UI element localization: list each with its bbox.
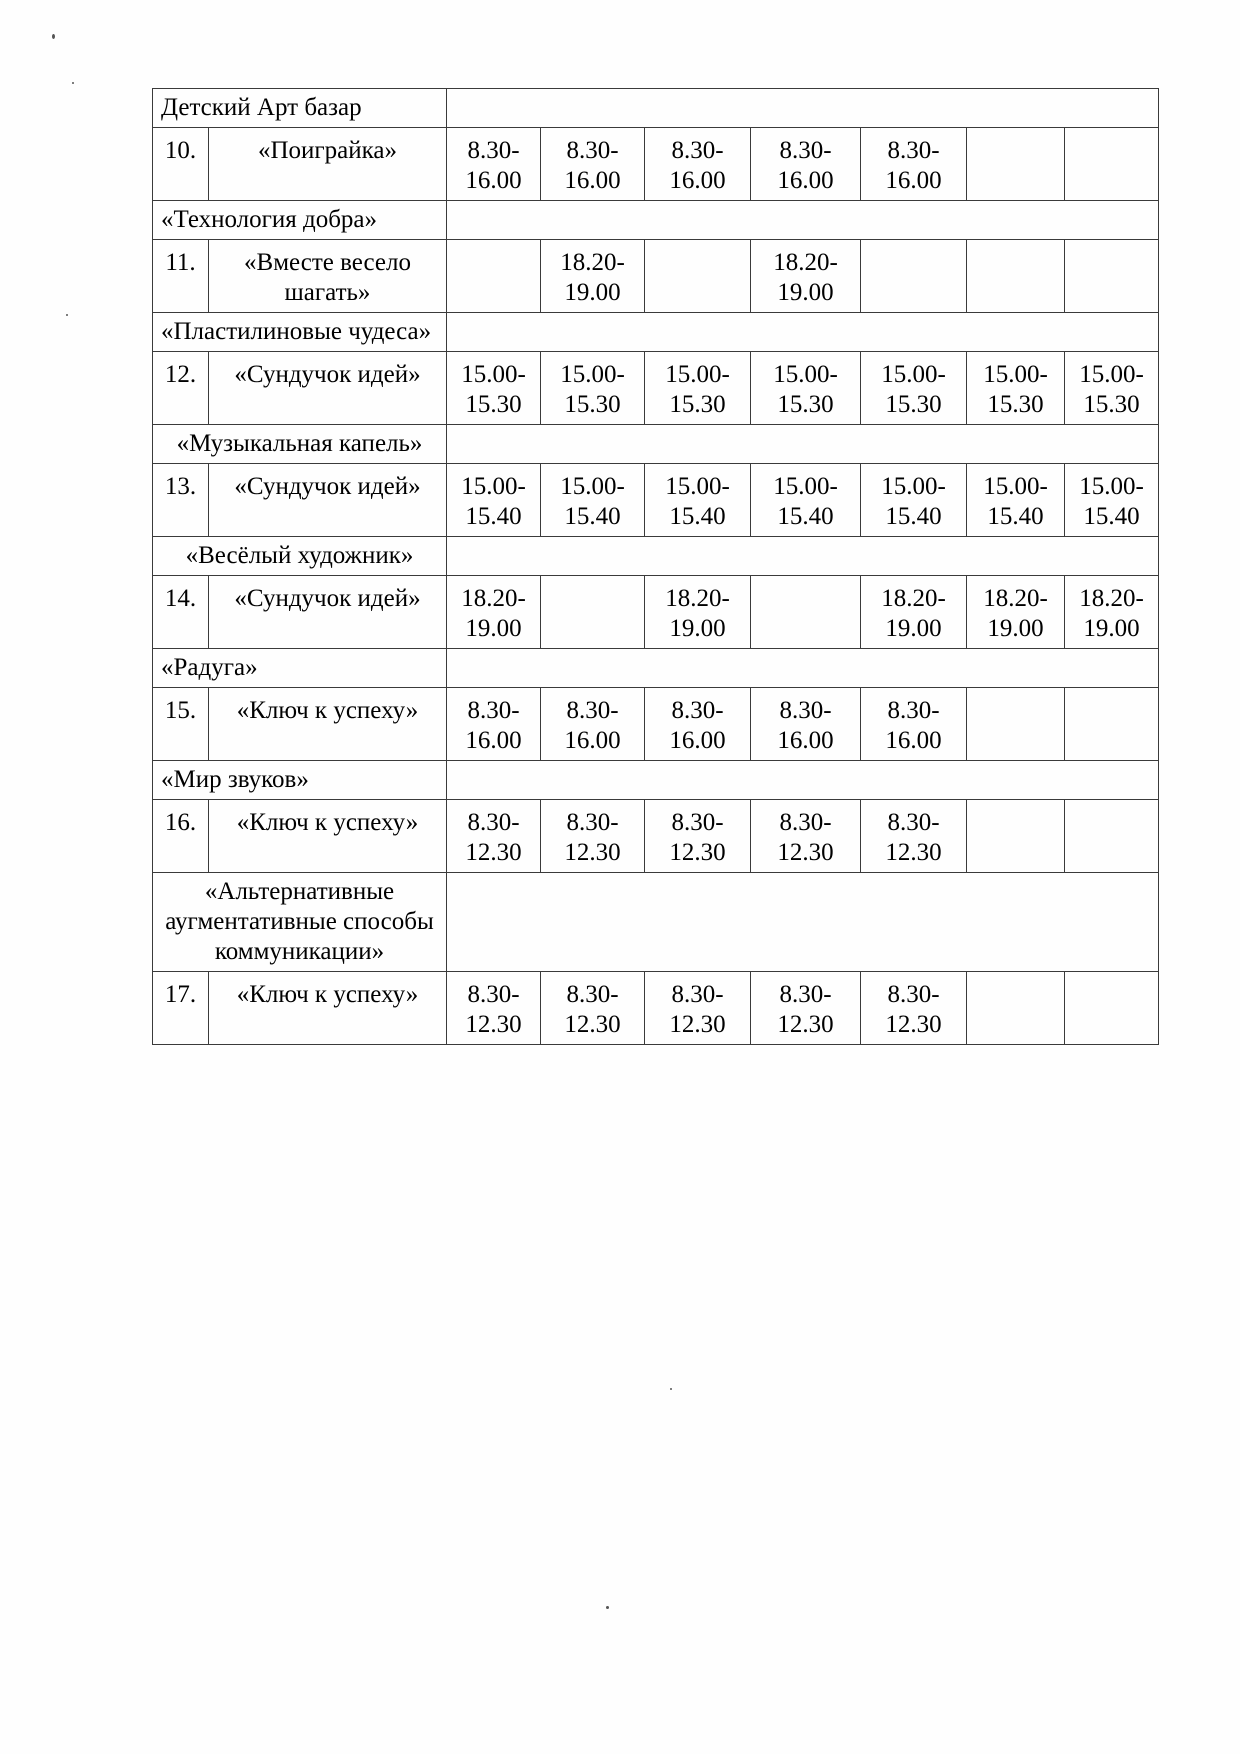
time-cell: 15.00- 15.30 bbox=[751, 352, 861, 425]
section-header-row bbox=[153, 89, 1159, 128]
time-cell: 8.30- 16.00 bbox=[541, 128, 645, 201]
row-number: 11. bbox=[153, 240, 209, 313]
program-name: «Ключ к успеху» bbox=[209, 972, 447, 1045]
table-row bbox=[153, 576, 1159, 649]
time-cell bbox=[1065, 128, 1159, 201]
time-cell bbox=[447, 240, 541, 313]
section-empty-cell bbox=[447, 537, 1159, 576]
time-cell: 15.00- 15.30 bbox=[541, 352, 645, 425]
scan-speck bbox=[72, 82, 74, 84]
time-cell bbox=[1065, 688, 1159, 761]
program-name: «Сундучок идей» bbox=[209, 576, 447, 649]
program-name: «Поиграйка» bbox=[209, 128, 447, 201]
time-cell bbox=[967, 240, 1065, 313]
time-cell: 8.30- 16.00 bbox=[645, 128, 751, 201]
time-cell bbox=[541, 576, 645, 649]
time-cell: 15.00- 15.40 bbox=[967, 464, 1065, 537]
time-cell: 8.30- 16.00 bbox=[861, 128, 967, 201]
time-cell: 8.30- 16.00 bbox=[645, 688, 751, 761]
section-empty-cell bbox=[447, 313, 1159, 352]
time-cell bbox=[967, 128, 1065, 201]
scan-speck bbox=[670, 1388, 672, 1390]
section-header-row bbox=[153, 313, 1159, 352]
time-cell bbox=[1065, 800, 1159, 873]
row-number: 16. bbox=[153, 800, 209, 873]
time-cell: 18.20- 19.00 bbox=[541, 240, 645, 313]
time-cell: 8.30- 12.30 bbox=[447, 972, 541, 1045]
section-empty-cell bbox=[447, 89, 1159, 128]
section-empty-cell bbox=[447, 873, 1159, 972]
section-empty-cell bbox=[447, 425, 1159, 464]
time-cell bbox=[751, 576, 861, 649]
time-cell: 18.20- 19.00 bbox=[861, 576, 967, 649]
scan-speck bbox=[66, 314, 68, 316]
time-cell bbox=[1065, 972, 1159, 1045]
row-number: 15. bbox=[153, 688, 209, 761]
section-header-row bbox=[153, 649, 1159, 688]
section-header-row bbox=[153, 537, 1159, 576]
time-cell: 18.20- 19.00 bbox=[645, 576, 751, 649]
time-cell: 15.00- 15.30 bbox=[1065, 352, 1159, 425]
time-cell: 15.00- 15.40 bbox=[1065, 464, 1159, 537]
time-cell: 8.30- 16.00 bbox=[541, 688, 645, 761]
time-cell: 15.00- 15.40 bbox=[645, 464, 751, 537]
row-number: 14. bbox=[153, 576, 209, 649]
time-cell: 8.30- 12.30 bbox=[751, 800, 861, 873]
scan-speck bbox=[606, 1606, 609, 1609]
time-cell: 8.30- 16.00 bbox=[751, 688, 861, 761]
table-row bbox=[153, 972, 1159, 1045]
time-cell: 8.30- 12.30 bbox=[645, 800, 751, 873]
time-cell: 15.00- 15.40 bbox=[447, 464, 541, 537]
table-row bbox=[153, 688, 1159, 761]
time-cell: 8.30- 16.00 bbox=[447, 688, 541, 761]
time-cell: 8.30- 12.30 bbox=[751, 972, 861, 1045]
program-name: «Ключ к успеху» bbox=[209, 688, 447, 761]
time-cell bbox=[967, 800, 1065, 873]
time-cell bbox=[1065, 240, 1159, 313]
time-cell: 8.30- 16.00 bbox=[751, 128, 861, 201]
time-cell: 15.00- 15.30 bbox=[967, 352, 1065, 425]
time-cell: 15.00- 15.40 bbox=[541, 464, 645, 537]
section-title: Детский Арт базар bbox=[153, 89, 447, 128]
program-name: «Ключ к успеху» bbox=[209, 800, 447, 873]
time-cell bbox=[861, 240, 967, 313]
section-title: «Весёлый художник» bbox=[153, 537, 447, 576]
table-row bbox=[153, 240, 1159, 313]
section-empty-cell bbox=[447, 201, 1159, 240]
row-number: 12. bbox=[153, 352, 209, 425]
time-cell: 18.20- 19.00 bbox=[1065, 576, 1159, 649]
section-title: «Пластилиновые чудеса» bbox=[153, 313, 447, 352]
schedule-table bbox=[152, 88, 1159, 1045]
time-cell: 18.20- 19.00 bbox=[447, 576, 541, 649]
scan-speck bbox=[52, 34, 55, 39]
time-cell: 15.00- 15.30 bbox=[861, 352, 967, 425]
section-title: «Мир звуков» bbox=[153, 761, 447, 800]
section-empty-cell bbox=[447, 761, 1159, 800]
time-cell bbox=[645, 240, 751, 313]
time-cell: 15.00- 15.30 bbox=[645, 352, 751, 425]
time-cell bbox=[967, 688, 1065, 761]
row-number: 13. bbox=[153, 464, 209, 537]
time-cell: 8.30- 12.30 bbox=[447, 800, 541, 873]
program-name: «Сундучок идей» bbox=[209, 464, 447, 537]
time-cell bbox=[967, 972, 1065, 1045]
time-cell: 8.30- 16.00 bbox=[861, 688, 967, 761]
table-row bbox=[153, 128, 1159, 201]
time-cell: 15.00- 15.40 bbox=[861, 464, 967, 537]
section-header-row bbox=[153, 201, 1159, 240]
time-cell: 15.00- 15.30 bbox=[447, 352, 541, 425]
table-row bbox=[153, 800, 1159, 873]
section-header-row bbox=[153, 873, 1159, 972]
program-name: «Вместе весело шагать» bbox=[209, 240, 447, 313]
time-cell: 18.20- 19.00 bbox=[751, 240, 861, 313]
row-number: 17. bbox=[153, 972, 209, 1045]
section-title: «Музыкальная капель» bbox=[153, 425, 447, 464]
section-header-row bbox=[153, 425, 1159, 464]
table-row bbox=[153, 352, 1159, 425]
time-cell: 8.30- 12.30 bbox=[861, 972, 967, 1045]
program-name: «Сундучок идей» bbox=[209, 352, 447, 425]
section-title: «Технология добра» bbox=[153, 201, 447, 240]
time-cell: 8.30- 12.30 bbox=[861, 800, 967, 873]
section-empty-cell bbox=[447, 649, 1159, 688]
section-title: «Радуга» bbox=[153, 649, 447, 688]
section-header-row bbox=[153, 761, 1159, 800]
schedule-body bbox=[153, 89, 1159, 1045]
time-cell: 8.30- 12.30 bbox=[541, 972, 645, 1045]
time-cell: 18.20- 19.00 bbox=[967, 576, 1065, 649]
time-cell: 15.00- 15.40 bbox=[751, 464, 861, 537]
time-cell: 8.30- 12.30 bbox=[645, 972, 751, 1045]
row-number: 10. bbox=[153, 128, 209, 201]
section-title: «Альтернативные аугментативные способы коммуникации» bbox=[153, 873, 447, 972]
time-cell: 8.30- 12.30 bbox=[541, 800, 645, 873]
table-row bbox=[153, 464, 1159, 537]
time-cell: 8.30- 16.00 bbox=[447, 128, 541, 201]
